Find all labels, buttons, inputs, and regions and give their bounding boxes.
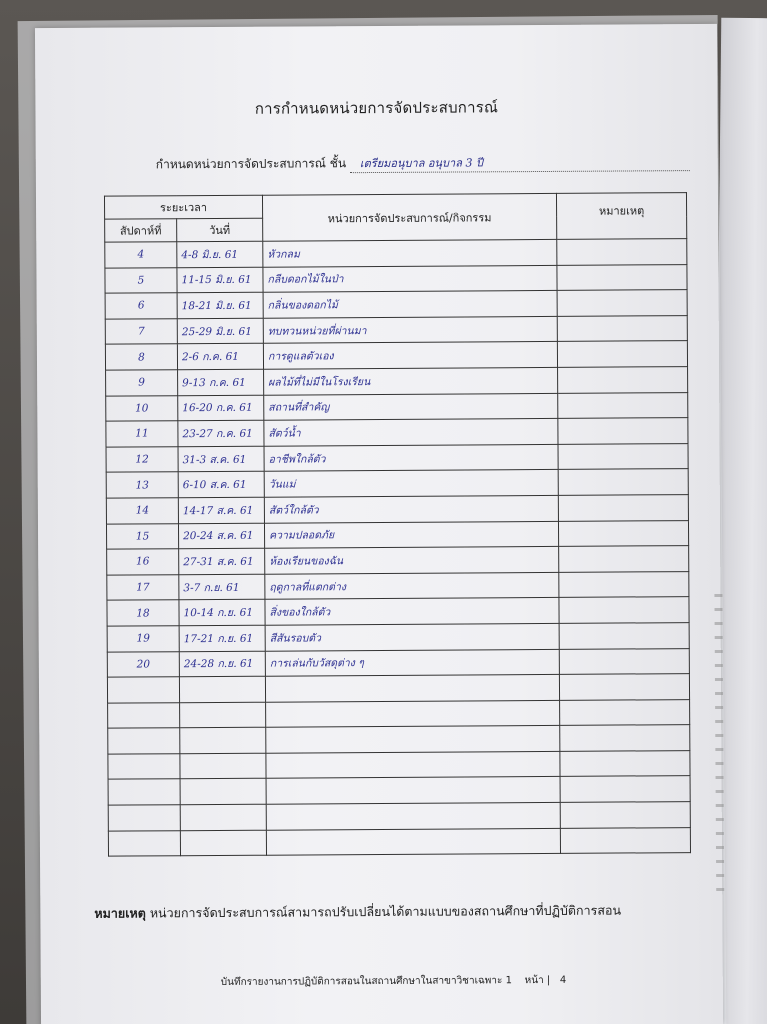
cell-week: 5	[105, 267, 177, 293]
cell-week: 16	[107, 549, 179, 575]
note-label: หมายเหตุ	[94, 905, 146, 921]
cell-unit: ห้องเรียนของฉัน	[265, 547, 559, 574]
note-line	[94, 900, 694, 924]
cell-date: 11-15 มิ.ย. 61	[177, 267, 263, 293]
empty-row	[108, 827, 690, 856]
empty-cell	[179, 676, 265, 702]
empty-cell	[266, 777, 560, 804]
cell-unit: อาชีพใกล้ตัว	[264, 444, 558, 471]
empty-cell	[560, 827, 690, 853]
table-row	[107, 571, 689, 600]
cell-remark	[559, 648, 689, 674]
cell-unit: สิ่งของใกล้ตัว	[265, 598, 559, 625]
cell-unit: สถานที่สำคัญ	[264, 393, 558, 420]
cell-week: 10	[106, 395, 178, 421]
cell-remark	[558, 418, 688, 444]
cell-remark	[558, 443, 688, 469]
cell-remark	[558, 392, 688, 418]
table-row	[106, 443, 688, 472]
empty-row	[108, 802, 690, 831]
header-unit: หน่วยการจัดประสบการณ์/กิจกรรม	[262, 193, 556, 241]
empty-cell	[180, 727, 266, 753]
cell-remark	[559, 546, 689, 572]
empty-cell	[108, 779, 180, 805]
cell-date: 10-14 ก.ย. 61	[179, 600, 265, 626]
cell-remark	[557, 290, 687, 316]
empty-cell	[559, 674, 689, 700]
empty-row	[107, 674, 689, 703]
schedule-body	[105, 239, 691, 857]
cell-date: 25-29 มิ.ย. 61	[177, 318, 263, 344]
empty-cell	[266, 726, 560, 753]
cell-week: 14	[106, 498, 178, 524]
cell-remark	[558, 520, 688, 546]
empty-cell	[107, 677, 179, 703]
table-row	[105, 239, 687, 268]
table-row	[107, 597, 689, 626]
cell-week: 15	[106, 523, 178, 549]
table-row	[107, 546, 689, 575]
cell-week: 17	[107, 574, 179, 600]
cell-remark	[558, 469, 688, 495]
header-week: สัปดาห์ที่	[105, 219, 177, 242]
cell-unit: หัวกลม	[263, 239, 557, 266]
cell-remark	[557, 315, 687, 341]
cell-remark	[557, 239, 687, 265]
cell-date: 14-17 ส.ค. 61	[178, 497, 264, 523]
subtitle-line	[156, 152, 636, 174]
table-row	[105, 264, 687, 293]
empty-row	[108, 750, 690, 779]
empty-cell	[266, 802, 560, 829]
empty-cell	[180, 830, 266, 856]
empty-cell	[108, 754, 180, 780]
header-period: ระยะเวลา	[104, 195, 262, 219]
cell-week: 4	[105, 242, 177, 268]
cell-date: 16-20 ก.ค. 61	[178, 395, 264, 421]
cell-remark	[559, 597, 689, 623]
empty-cell	[266, 828, 560, 855]
cell-unit: การดูแลตัวเอง	[263, 342, 557, 369]
empty-row	[108, 776, 690, 805]
table-row	[106, 495, 688, 524]
page-title: การกำหนดหน่วยการจัดประสบการณ์	[254, 98, 499, 118]
cell-unit: วันแม่	[264, 470, 558, 497]
cell-week: 11	[106, 421, 178, 447]
empty-cell	[560, 776, 690, 802]
cell-unit: สีสันรอบตัว	[265, 623, 559, 650]
cell-week: 12	[106, 446, 178, 472]
empty-row	[108, 699, 690, 728]
empty-cell	[180, 804, 266, 830]
cell-date: 23-27 ก.ค. 61	[178, 420, 264, 446]
empty-cell	[108, 702, 180, 728]
cell-remark	[558, 495, 688, 521]
empty-cell	[560, 802, 690, 828]
table-row	[106, 418, 688, 447]
cell-week: 8	[105, 344, 177, 370]
cell-week: 18	[107, 600, 179, 626]
empty-cell	[560, 750, 690, 776]
footer-page-number: 4	[559, 974, 567, 986]
empty-cell	[266, 751, 560, 778]
empty-cell	[560, 699, 690, 725]
cell-unit: สัตว์ใกล้ตัว	[264, 495, 558, 522]
empty-cell	[560, 725, 690, 751]
subtitle-label: กำหนดหน่วยการจัดประสบการณ์ ชั้น	[155, 156, 347, 172]
cell-unit: ทบทวนหน่วยที่ผ่านมา	[263, 316, 557, 343]
empty-cell	[266, 700, 560, 727]
empty-cell	[108, 805, 180, 831]
table-row	[106, 469, 688, 498]
empty-cell	[180, 753, 266, 779]
cell-date: 6-10 ส.ค. 61	[178, 472, 264, 498]
table-row	[105, 290, 687, 319]
page-footer: บันทึกรายงานการปฏิบัติการสอนในสถานศึกษาในสาขาวิชาเฉพาะ 1 หน้า | 4	[220, 974, 567, 988]
empty-cell	[108, 728, 180, 754]
cell-date: 2-6 ก.ค. 61	[177, 344, 263, 370]
cell-week: 6	[105, 293, 177, 319]
footer-text: บันทึกรายงานการปฏิบัติการสอนในสถานศึกษาในสาขาวิชาเฉพาะ 1	[220, 975, 512, 988]
cell-date: 3-7 ก.ย. 61	[179, 574, 265, 600]
empty-cell	[108, 830, 180, 856]
cell-date: 27-31 ส.ค. 61	[179, 548, 265, 574]
cell-week: 20	[107, 651, 179, 677]
cell-week: 9	[106, 370, 178, 396]
empty-cell	[180, 779, 266, 805]
cell-date: 4-8 มิ.ย. 61	[177, 241, 263, 267]
cell-remark	[559, 571, 689, 597]
cell-unit: ผลไม้ที่ไม่มีในโรงเรียน	[264, 367, 558, 394]
cell-date: 17-21 ก.ย. 61	[179, 625, 265, 651]
cell-week: 19	[107, 626, 179, 652]
cell-unit: ฤดูกาลที่แตกต่าง	[265, 572, 559, 599]
table-row	[106, 392, 688, 421]
cell-unit: กลีบดอกไม้ในป่า	[263, 265, 557, 292]
cell-date: 31-3 ส.ค. 61	[178, 446, 264, 472]
document-page	[35, 24, 723, 1024]
cell-date: 24-28 ก.ย. 61	[179, 651, 265, 677]
table-row	[105, 315, 687, 344]
cell-unit: กลิ่นของดอกไม้	[263, 291, 557, 318]
cell-unit: สัตว์น้ำ	[264, 419, 558, 446]
cell-unit: ความปลอดภัย	[264, 521, 558, 548]
cell-remark	[559, 623, 689, 649]
table-row	[107, 623, 689, 652]
cell-remark	[557, 341, 687, 367]
cell-unit: การเล่นกับวัสดุต่าง ๆ	[265, 649, 559, 676]
empty-row	[108, 725, 690, 754]
note-text: หน่วยการจัดประสบการณ์สามารถปรับเปลี่ยนได้ตามแบบของสถานศึกษาที่ปฏิบัติการสอน	[145, 902, 622, 921]
table-row	[105, 341, 687, 370]
table-row	[106, 367, 688, 396]
cell-remark	[558, 367, 688, 393]
cell-week: 13	[106, 472, 178, 498]
header-date: วันที่	[177, 218, 263, 242]
cell-date: 9-13 ก.ค. 61	[178, 369, 264, 395]
cell-remark	[557, 264, 687, 290]
cell-date: 18-21 มิ.ย. 61	[177, 292, 263, 318]
empty-cell	[265, 674, 559, 701]
table-row	[107, 648, 689, 677]
table-row	[106, 520, 688, 549]
cell-week: 7	[105, 319, 177, 345]
schedule-table	[104, 192, 691, 857]
subtitle-handwritten-value: เตรียมอนุบาล อนุบาล 3 ปี	[350, 152, 690, 173]
header-remark: หมายเหตุ	[556, 193, 686, 240]
footer-page-label: หน้า	[524, 975, 544, 987]
cell-date: 20-24 ส.ค. 61	[178, 523, 264, 549]
empty-cell	[180, 702, 266, 728]
